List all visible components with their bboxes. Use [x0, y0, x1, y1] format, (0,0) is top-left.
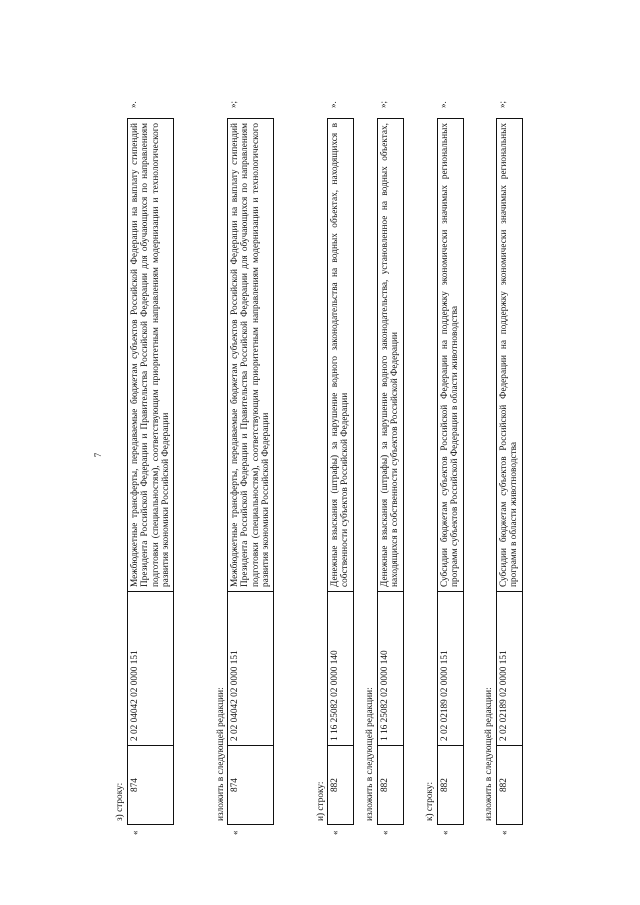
block-label: изложить в следующей редакции:: [216, 687, 226, 821]
open-quote: «: [380, 830, 390, 835]
table-row: [228, 119, 274, 825]
kbk-cell: 1 16 25082 02 0000 140: [378, 592, 404, 746]
open-quote: «: [330, 830, 340, 835]
table-row: [128, 119, 174, 825]
close-quote: ».: [328, 101, 338, 108]
open-quote: «: [499, 830, 509, 835]
open-quote: «: [130, 830, 140, 835]
name-cell: Субсидии бюджетам субъектов Российской Федерации на поддержку экономически значимых региональных программ субъектов Российской Федерации в области животноводства: [438, 119, 464, 592]
code-cell: 882: [328, 746, 354, 825]
block-table: [377, 118, 404, 825]
table-row: [378, 119, 404, 825]
table-row: [438, 119, 464, 825]
table-row: [328, 119, 354, 825]
code-cell: 882: [497, 746, 523, 825]
block-table: [327, 118, 354, 825]
name-cell: Межбюджетные трансферты, передаваемые бюджетам субъектов Российской Федерации на выплату стипендий Президента Российской Федерации и Правительства Российской Федерации для обучающихся по направлениям подготовки (специальностям), соответствующим приоритетным направлениям модернизации и технологического развития экономики Российской Федерации: [228, 119, 274, 592]
kbk-cell: 1 16 25082 02 0000 140: [328, 592, 354, 746]
block-table: [127, 118, 174, 825]
block-label: к) строку:: [425, 781, 435, 821]
code-cell: 882: [378, 746, 404, 825]
block-table: [496, 118, 523, 825]
close-quote: »;: [378, 100, 388, 108]
block-table: [227, 118, 274, 825]
table-row: [497, 119, 523, 825]
block-label: изложить в следующей редакции:: [484, 687, 494, 821]
code-cell: 874: [228, 746, 274, 825]
block-table: [437, 118, 464, 825]
rotated-content: [80, 75, 560, 835]
name-cell: Денежные взыскания (штрафы) за нарушение водного законодательства на водных объектах, находящихся в собственности субъектов Российской Федерации: [328, 119, 354, 592]
open-quote: «: [230, 830, 240, 835]
close-quote: ».: [128, 101, 138, 108]
name-cell: Субсидии бюджетам субъектов Российской Федерации на поддержку экономически значимых региональных программ в области животноводства: [497, 119, 523, 592]
close-quote: »;: [228, 100, 238, 108]
kbk-cell: 2 02 02189 02 0000 151: [497, 592, 523, 746]
name-cell: Межбюджетные трансферты, передаваемые бюджетам субъектов Российской Федерации на выплату стипендий Президента Российской Федерации и Правительства Российской Федерации для обучающихся по направлениям подготовки (специальностям), соответствующим приоритетным направлениям модернизации и технологического развития экономики Российской Федерации: [128, 119, 174, 592]
close-quote: ».: [438, 101, 448, 108]
kbk-cell: 2 02 04042 02 0000 151: [128, 592, 174, 746]
block-label: и) строку:: [316, 781, 326, 821]
close-quote: »;: [497, 100, 507, 108]
code-cell: 882: [438, 746, 464, 825]
page-number: 7: [94, 452, 104, 458]
block-label: з) строку:: [115, 782, 125, 821]
name-cell: Денежные взыскания (штрафы) за нарушение водного законодательства, установленное на водных объектах, находящихся в собственности субъектов Российской Федерации: [378, 119, 404, 592]
block-label: изложить в следующей редакции:: [365, 687, 375, 821]
kbk-cell: 2 02 04042 02 0000 151: [228, 592, 274, 746]
open-quote: «: [440, 830, 450, 835]
code-cell: 874: [128, 746, 174, 825]
kbk-cell: 2 02 02189 02 0000 151: [438, 592, 464, 746]
